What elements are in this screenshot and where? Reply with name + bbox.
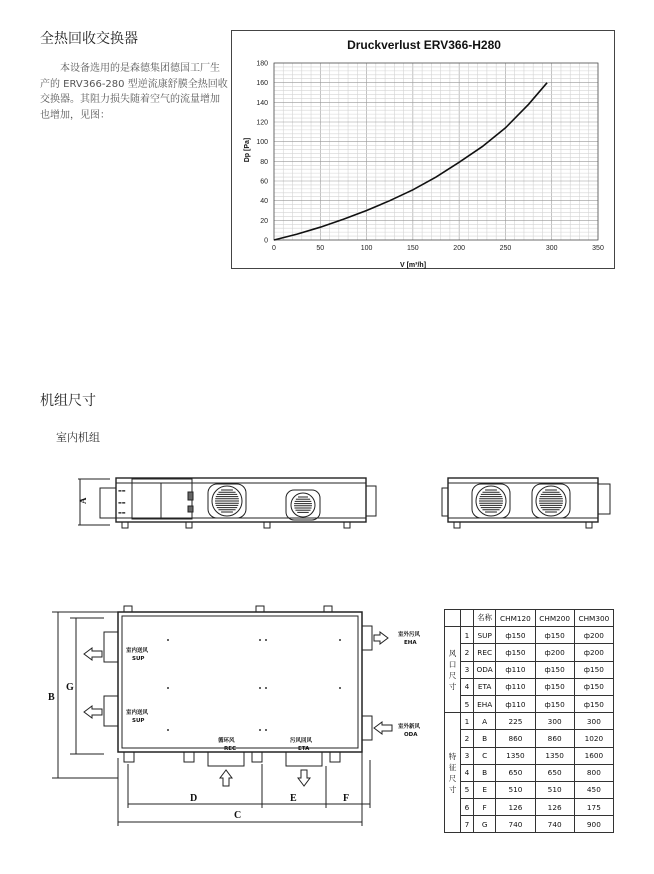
intro-paragraph: 本设备选用的是森德集团德国工厂生产的 ERV366-280 型逆流康舒膜全热回收交换器。其阻力损失随着空气的流量增加也增加，见图： bbox=[40, 63, 228, 121]
y-tick-label: 0 bbox=[264, 237, 268, 245]
table-cell: 740 bbox=[535, 816, 574, 833]
chart-title: Druckverlust ERV366-H280 bbox=[347, 38, 501, 52]
table-cell: 1350 bbox=[535, 747, 574, 764]
table-cell: 1350 bbox=[496, 747, 535, 764]
table-header-cell: CHM200 bbox=[535, 610, 574, 627]
svg-text:▬▬: ▬▬ bbox=[118, 510, 126, 515]
table-header-blank bbox=[445, 610, 461, 627]
table-cell: 800 bbox=[574, 764, 613, 781]
svg-text:▬▬: ▬▬ bbox=[118, 500, 126, 505]
chart-svg bbox=[232, 31, 616, 270]
port-rec-label: 循环风 bbox=[218, 738, 235, 744]
dim-b-label: B bbox=[48, 692, 55, 703]
table-cell: 3 bbox=[461, 747, 474, 764]
table-cell: B bbox=[474, 730, 496, 747]
x-tick-label: 150 bbox=[407, 245, 419, 252]
side-view-drawing bbox=[440, 474, 615, 534]
table-row bbox=[445, 730, 614, 747]
table-header-blank-2 bbox=[461, 610, 474, 627]
table-cell: 1020 bbox=[574, 730, 613, 747]
table-cell: EHA bbox=[474, 695, 496, 712]
table-cell: 1 bbox=[461, 627, 474, 644]
subtitle-indoor-unit: 室内机组 bbox=[56, 431, 100, 444]
port-sup-2-label: 室内送风 bbox=[126, 710, 149, 716]
table-row bbox=[445, 678, 614, 695]
chart-grid bbox=[274, 63, 598, 240]
table-cell: E bbox=[474, 781, 496, 798]
table-cell: G bbox=[474, 816, 496, 833]
table-header-cell: CHM300 bbox=[574, 610, 613, 627]
table-cell: 650 bbox=[496, 764, 535, 781]
x-tick-label: 100 bbox=[360, 245, 373, 252]
table-row bbox=[445, 661, 614, 678]
port-eta-code: ETA bbox=[298, 746, 310, 752]
table-cell: 510 bbox=[535, 781, 574, 798]
port-sup-2-code: SUP bbox=[132, 718, 145, 724]
table-cell: ф150 bbox=[496, 644, 535, 661]
table-cell: 860 bbox=[535, 730, 574, 747]
front-view-drawing bbox=[78, 474, 378, 534]
table-cell: ф110 bbox=[496, 661, 535, 678]
table-cell: ф110 bbox=[496, 678, 535, 695]
dim-e-label: E bbox=[290, 793, 297, 804]
table-cell: ф200 bbox=[535, 644, 574, 661]
y-tick-label: 160 bbox=[256, 80, 268, 88]
pressure-loss-chart bbox=[231, 30, 615, 269]
table-cell: 510 bbox=[496, 781, 535, 798]
dim-f-label: F bbox=[343, 793, 350, 804]
table-row bbox=[445, 816, 614, 833]
table-row bbox=[445, 799, 614, 816]
y-tick-label: 20 bbox=[260, 217, 268, 225]
table-cell: 2 bbox=[461, 644, 474, 661]
y-tick-label: 140 bbox=[256, 99, 268, 107]
table-cell: REC bbox=[474, 644, 496, 661]
table-cell: 900 bbox=[574, 816, 613, 833]
y-tick-label: 60 bbox=[260, 178, 268, 186]
port-sup-1-label: 室内送风 bbox=[126, 648, 149, 654]
table-cell: ф150 bbox=[574, 678, 613, 695]
table-cell: 740 bbox=[496, 816, 535, 833]
table-cell: ф150 bbox=[574, 695, 613, 712]
table-cell: 7 bbox=[461, 816, 474, 833]
table-cell: 225 bbox=[496, 713, 535, 730]
x-tick-label: 350 bbox=[592, 245, 604, 252]
table-cell: 1 bbox=[461, 713, 474, 730]
table-cell: ф150 bbox=[496, 627, 535, 644]
port-oda-code: ODA bbox=[404, 732, 418, 738]
table-cell: 300 bbox=[535, 713, 574, 730]
table-group-dimensions: 特征尺寸 bbox=[445, 713, 461, 833]
table-row bbox=[445, 627, 614, 644]
table-cell: ф200 bbox=[574, 644, 613, 661]
table-row bbox=[445, 695, 614, 712]
table-cell: 4 bbox=[461, 764, 474, 781]
table-cell: ODA bbox=[474, 661, 496, 678]
table-cell: B bbox=[474, 764, 496, 781]
plot-frame bbox=[274, 63, 598, 240]
table-cell: 3 bbox=[461, 661, 474, 678]
table-row bbox=[445, 781, 614, 798]
table-cell: 450 bbox=[574, 781, 613, 798]
table-cell: 4 bbox=[461, 678, 474, 695]
table-cell: C bbox=[474, 747, 496, 764]
dim-g-label: G bbox=[66, 682, 74, 693]
table-cell: ф150 bbox=[535, 661, 574, 678]
table-cell: ф200 bbox=[574, 627, 613, 644]
table-header-cell: CHM120 bbox=[496, 610, 535, 627]
table-row bbox=[445, 764, 614, 781]
port-eta-label: 污风回风 bbox=[290, 738, 313, 744]
chart-xlabel: V [m³/h] bbox=[399, 262, 427, 269]
y-tick-label: 100 bbox=[256, 139, 268, 147]
y-tick-label: 120 bbox=[256, 119, 268, 127]
table-cell: 6 bbox=[461, 799, 474, 816]
plan-view-drawing bbox=[40, 600, 440, 830]
section-title-heat-exchanger: 全热回收交换器 bbox=[40, 31, 138, 47]
table-cell: ф150 bbox=[535, 678, 574, 695]
port-sup-1-code: SUP bbox=[132, 656, 145, 662]
x-tick-label: 300 bbox=[545, 245, 558, 252]
table-cell: ф150 bbox=[574, 661, 613, 678]
port-eha-label: 室外污风 bbox=[398, 632, 421, 638]
table-cell: ф110 bbox=[496, 695, 535, 712]
table-cell: 175 bbox=[574, 799, 613, 816]
table-cell: 5 bbox=[461, 695, 474, 712]
table-cell: 2 bbox=[461, 730, 474, 747]
port-eha-code: EHA bbox=[404, 640, 417, 646]
x-tick-label: 250 bbox=[499, 245, 512, 252]
dim-c-label: C bbox=[234, 810, 242, 821]
y-tick-label: 80 bbox=[260, 158, 268, 166]
x-tick-label: 200 bbox=[453, 245, 465, 252]
table-row bbox=[445, 747, 614, 764]
table-header-cell: 名称 bbox=[474, 610, 496, 627]
table-group-air-ports: 风口尺寸 bbox=[445, 627, 461, 713]
table-cell: 126 bbox=[496, 799, 535, 816]
table-cell: 5 bbox=[461, 781, 474, 798]
section-title-dimensions: 机组尺寸 bbox=[40, 393, 96, 409]
table-cell: 860 bbox=[496, 730, 535, 747]
table-row bbox=[445, 644, 614, 661]
dim-a-label: A bbox=[78, 497, 88, 504]
chart-ylabel: Dp [Pa] bbox=[244, 137, 251, 163]
table-cell: 300 bbox=[574, 713, 613, 730]
table-cell: 126 bbox=[535, 799, 574, 816]
table-header-row bbox=[445, 610, 614, 627]
y-tick-label: 180 bbox=[256, 60, 268, 68]
table-cell: 1600 bbox=[574, 747, 613, 764]
table-row bbox=[445, 713, 614, 730]
spec-table bbox=[444, 609, 614, 833]
port-oda-label: 室外新风 bbox=[398, 724, 421, 730]
table-cell: SUP bbox=[474, 627, 496, 644]
table-cell: A bbox=[474, 713, 496, 730]
table-cell: 650 bbox=[535, 764, 574, 781]
x-tick-label: 50 bbox=[316, 245, 325, 252]
dim-d-label: D bbox=[190, 793, 198, 804]
table-cell: ф150 bbox=[535, 627, 574, 644]
table-cell: F bbox=[474, 799, 496, 816]
svg-text:▬▬: ▬▬ bbox=[118, 488, 126, 493]
port-rec-code: REC bbox=[224, 746, 237, 752]
table-cell: ETA bbox=[474, 678, 496, 695]
y-tick-label: 40 bbox=[260, 198, 268, 206]
table-cell: ф150 bbox=[535, 695, 574, 712]
x-tick-label: 0 bbox=[272, 245, 276, 252]
